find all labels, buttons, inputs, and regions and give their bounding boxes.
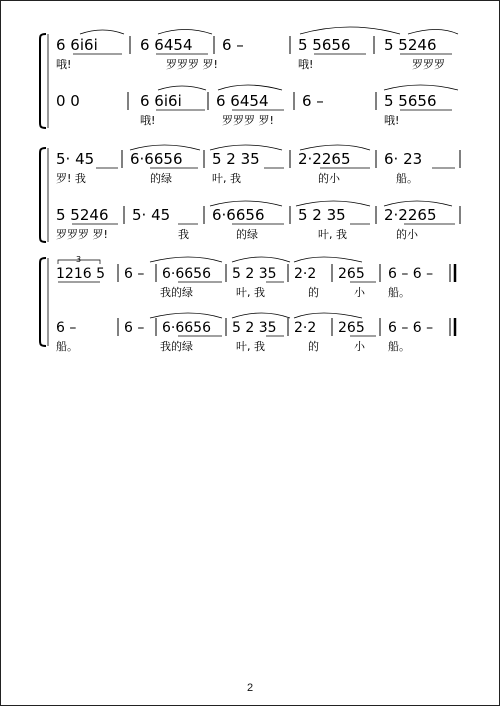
system-2 xyxy=(40,145,460,242)
measure-notes: 6·6656 xyxy=(130,150,183,168)
lyric: 的小 xyxy=(396,228,418,241)
tuplet-number: 3 xyxy=(76,255,82,264)
measure-notes: 2·2 xyxy=(294,266,317,282)
measure-notes: 5· 45 xyxy=(56,150,95,168)
slur xyxy=(232,257,290,262)
slur xyxy=(158,30,212,35)
lyric: 哦! xyxy=(56,58,72,71)
lyric: 哦! xyxy=(140,114,156,127)
system-brace xyxy=(40,258,46,346)
slur xyxy=(150,257,222,262)
measure-notes: 2·2265 xyxy=(298,150,351,168)
measure-notes: 6 – xyxy=(124,320,145,336)
lyric: 的绿 xyxy=(150,172,172,185)
measure-notes: 6 – xyxy=(56,320,77,336)
lyric: 小 xyxy=(354,286,365,299)
staff-upper xyxy=(56,145,460,185)
measure-notes: 5 2 35 xyxy=(212,150,260,168)
measure-notes: 2·2 xyxy=(294,320,317,336)
lyric: 罗罗罗 xyxy=(412,58,445,71)
lyric: 罗! 我 xyxy=(56,172,86,185)
slur xyxy=(300,27,400,34)
measure-notes: 6 – 6 – xyxy=(388,266,434,282)
measure-notes: 6·6656 xyxy=(162,266,211,282)
slur xyxy=(294,313,362,318)
lyric: 船。 xyxy=(56,340,78,353)
measure-notes: 1216 5 xyxy=(56,266,105,282)
measure-notes: 6 6i6i xyxy=(56,36,98,54)
lyric: 罗罗罗 罗! xyxy=(222,114,274,127)
measure-notes: 6· 23 xyxy=(384,150,423,168)
lyric: 罗罗罗 罗! xyxy=(166,58,218,71)
system-3 xyxy=(40,255,455,353)
measure-notes: 265 xyxy=(338,320,365,336)
measure-notes: 6·6656 xyxy=(212,206,265,224)
lyric: 罗罗罗 罗! xyxy=(56,228,108,241)
slur xyxy=(150,313,222,318)
lyric: 叶, 我 xyxy=(236,286,265,299)
slur xyxy=(218,85,282,90)
lyric: 叶, 我 xyxy=(318,228,347,241)
lyric: 的 xyxy=(308,286,319,299)
measure-notes: 6 – xyxy=(222,36,244,54)
lyric: 叶, 我 xyxy=(212,172,241,185)
measure-notes: 6 – 6 – xyxy=(388,320,434,336)
lyric: 小 xyxy=(354,340,365,353)
measure-notes: 6·6656 xyxy=(162,320,211,336)
measure-notes: 5 2 35 xyxy=(232,320,277,336)
measure-notes: 2·2265 xyxy=(384,206,437,224)
staff-lower xyxy=(56,85,458,127)
lyric: 的绿 xyxy=(236,228,258,241)
lyric: 我的绿 xyxy=(160,340,193,353)
measure-notes: 5 5246 xyxy=(384,36,437,54)
lyric: 的 xyxy=(308,340,319,353)
measure-notes: 5 2 35 xyxy=(232,266,277,282)
slur xyxy=(158,86,206,90)
staff-upper xyxy=(56,255,455,299)
measure-notes: 6 6i6i xyxy=(140,92,182,110)
measure-notes: 5 5246 xyxy=(56,206,109,224)
lyric: 哦! xyxy=(298,58,314,71)
measure-notes: 6 6454 xyxy=(140,36,193,54)
lyric: 的小 xyxy=(318,172,340,185)
measure-notes: 0 0 xyxy=(56,92,80,110)
staff-upper xyxy=(56,27,458,71)
slur xyxy=(232,313,290,318)
slur xyxy=(408,30,458,35)
staff-lower xyxy=(56,313,455,353)
measure-notes: 5 2 35 xyxy=(298,206,346,224)
lyric: 哦! xyxy=(384,114,400,127)
system-brace xyxy=(40,34,46,128)
measure-notes: 265 xyxy=(338,266,365,282)
lyric: 船。 xyxy=(388,286,410,299)
measure-notes: 5 5656 xyxy=(298,36,351,54)
measure-notes: 5· 45 xyxy=(132,206,171,224)
lyric: 船。 xyxy=(388,340,410,353)
measure-notes: 6 – xyxy=(302,92,324,110)
lyric: 我 xyxy=(178,228,189,241)
lyric: 我的绿 xyxy=(160,286,193,299)
measure-notes: 5 5656 xyxy=(384,92,437,110)
measure-notes: 6 6454 xyxy=(216,92,269,110)
slur xyxy=(384,85,458,90)
system-brace xyxy=(40,148,46,242)
slur xyxy=(80,30,124,34)
measure-notes: 6 – xyxy=(124,266,145,282)
lyric: 叶, 我 xyxy=(236,340,265,353)
slur xyxy=(294,257,362,262)
page-number: 2 xyxy=(246,682,254,694)
lyric: 船。 xyxy=(396,172,418,185)
staff-lower xyxy=(56,201,460,241)
system-1 xyxy=(40,27,458,128)
